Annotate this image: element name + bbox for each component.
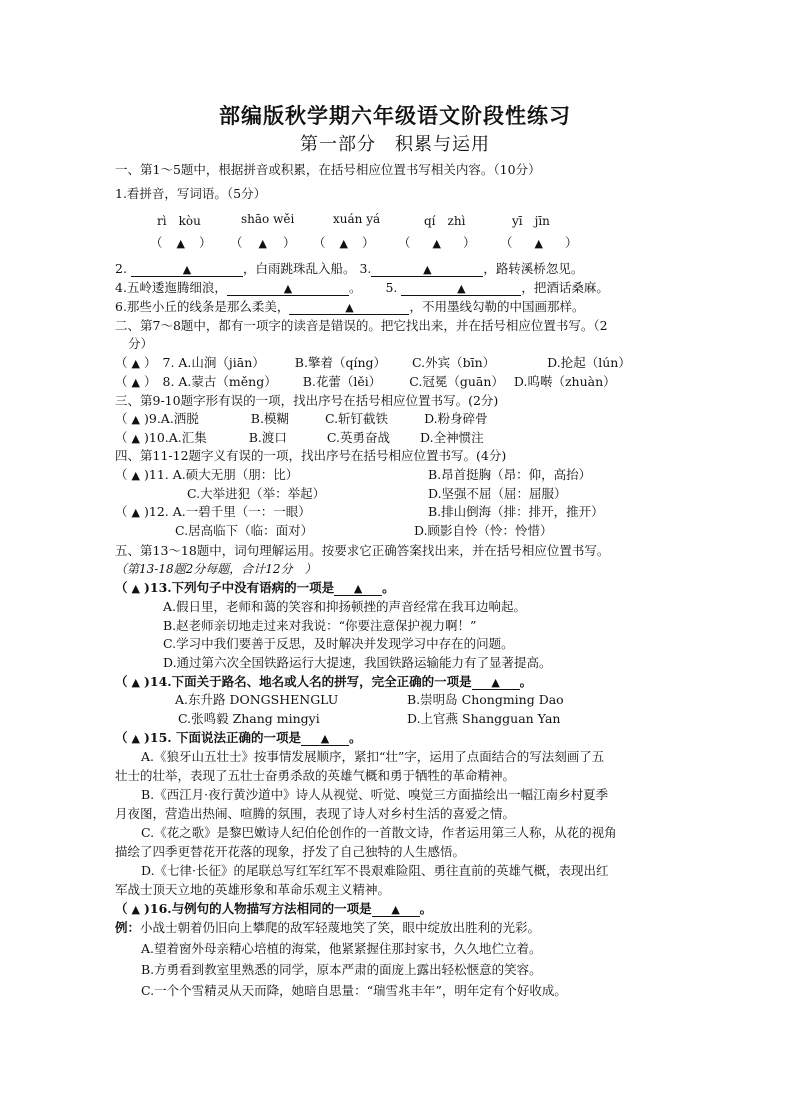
q6-blank[interactable]: ▲: [289, 301, 409, 315]
section5-note: （第13-18题2分每题，合计12分 ）: [115, 562, 317, 576]
q13-blank[interactable]: ▲: [334, 582, 382, 596]
q12-answer[interactable]: （ ▲: [115, 504, 140, 519]
q15-option-a-1: A.《狼牙山五壮士》按事情发展顺序，紧扣“壮”字，运用了点面结合的写法刻画了五: [141, 749, 605, 764]
page-subtitle: 第一部分 积累与运用: [300, 134, 490, 155]
q2-blank[interactable]: ▲: [131, 263, 243, 277]
q15-option-c-1: C.《花之歌》是黎巴嫩诗人纪伯伦创作的一首散文诗，作者运用第三人称，从花的视角: [141, 825, 617, 840]
q11-line-a: （ ▲ )11. A.硕大无朋（朋：比）: [115, 467, 299, 482]
q14-option-a: A.东升路 DONGSHENGLU: [175, 692, 339, 707]
q16-option-a: A.望着窗外母亲精心培植的海棠，他紧紧握住那封家书，久久地伫立着。: [141, 941, 542, 956]
q16-option-b: B.方勇看到教室里熟悉的同学，原本严肃的面庞上露出轻松惬意的笑容。: [141, 962, 542, 977]
q11-answer[interactable]: （ ▲: [115, 467, 140, 482]
pinyin-3: xuán yá: [333, 212, 381, 226]
q10-line: （ ▲ )10.A.汇集 B.渡口 C.英勇奋战 D.全神惯注: [115, 430, 484, 445]
q15-line: （ ▲ )15. 下面说法正确的一项是 ▲ 。: [115, 730, 362, 745]
section2-header: 二、第7～8题中，都有一项字的读音是错误的。把它找出来，并在括号相应位置书写。（2: [115, 318, 608, 333]
q16-answer[interactable]: （ ▲: [115, 901, 140, 916]
q14-option-d: D.上官燕 Shangguan Yan: [407, 711, 561, 726]
section3-header: 三、第9-10题字形有误的一项，找出序号在括号相应位置书写。(2分): [115, 393, 499, 408]
q7-line: （ ▲ ） 7. A.山涧（jiān） B.擎着（qíng） C.外宾（bīn） D.抡起（lún）: [115, 355, 631, 370]
q13-option-d: D.通过第六次全国铁路运行大提速，我国铁路运输能力有了显著提高。: [163, 655, 552, 670]
q15-blank[interactable]: ▲: [301, 732, 349, 746]
page-title: 部编版秋学期六年级语文阶段性练习: [219, 103, 571, 128]
section2-header-cont: 分）: [128, 336, 154, 351]
q13-line: （ ▲ )13.下列句子中没有语病的一项是 ▲ 。: [115, 580, 395, 595]
q2-q3-line: 2. ▲ ，白雨跳珠乱入船。 3. ▲ ，路转溪桥忽见。: [115, 261, 584, 276]
q14-option-b: B.崇明岛 Chongming Dao: [407, 692, 564, 707]
q15-option-c-2: 描绘了四季更替花开花落的现象，抒发了自己独特的人生感悟。: [115, 844, 466, 859]
section5-header: 五、第13～18题中，词句理解运用。按要求它正确答案找出来，并在括号相应位置书写。: [115, 543, 610, 558]
q12-line-a: （ ▲ )12. A.一碧千里（一：一眼）: [115, 504, 311, 519]
q12-option-b: B.排山倒海（排：排开，推开）: [428, 504, 604, 519]
q1-answer-4[interactable]: （ ▲ ）: [398, 235, 476, 250]
q3-blank[interactable]: ▲: [371, 263, 483, 277]
q1-prompt: 1.看拼音，写词语。（5分）: [115, 186, 267, 201]
pinyin-1: rì kòu: [157, 214, 201, 228]
q10-answer[interactable]: （ ▲: [115, 430, 140, 445]
section1-header: 一、第1～5题中，根据拼音或积累，在括号相应位置书写相关内容。（10分）: [115, 162, 541, 177]
q15-option-d-1: D.《七律·长征》的尾联总写红军红军不畏艰难险阻、勇往直前的英雄气概，表现出红: [141, 863, 609, 878]
example-label: 例：: [115, 920, 141, 935]
q6-line: 6.那些小丘的线条是那么柔美， ▲ ，不用墨线勾勒的中国画那样。: [115, 299, 585, 314]
q16-example: [115, 922, 540, 935]
q1-answer-2[interactable]: （ ▲ ）: [230, 235, 296, 250]
q15-option-b-2: 月夜图，营造出热闹、喧腾的氛围，表现了诗人对乡村生活的喜爱之情。: [115, 806, 516, 821]
q4-q5-line: 4.五岭逶迤腾细浪， ▲ 。 5. ▲ ，把酒话桑麻。: [115, 280, 609, 295]
q15-answer[interactable]: （ ▲: [115, 730, 140, 745]
q14-line: （ ▲ )14.下面关于路名、地名或人名的拼写，完全正确的一项是 ▲ 。: [115, 674, 533, 689]
example-text: 小战士朝着仍旧向上攀爬的敌军轻蔑地笑了笑，眼中绽放出胜利的光彩。: [140, 920, 541, 935]
pinyin-4: qí zhì: [424, 214, 466, 228]
q9-line: （ ▲ )9.A.洒脱 B.模糊 C.斩钉截铁 D.粉身碎骨: [115, 411, 488, 426]
q16-option-c: C.一个个雪精灵从天而降，她暗自思量：“瑞雪兆丰年”，明年定有个好收成。: [141, 983, 567, 998]
q13-option-b: B.赵老师亲切地走过来对我说：“你要注意保护视力啊！”: [163, 618, 477, 633]
q16-line: （ ▲ )16.与例句的人物描写方法相同的一项是 ▲ 。: [115, 901, 433, 916]
q16-blank[interactable]: ▲: [372, 903, 420, 917]
q1-answer-3[interactable]: （ ▲ ）: [313, 235, 375, 250]
q13-option-c: C.学习中我们要善于反思，及时解决并发现学习中存在的问题。: [163, 636, 514, 651]
q13-option-a: A.假日里，老师和蔼的笑容和抑扬顿挫的声音经常在我耳边响起。: [163, 599, 527, 614]
q7-answer[interactable]: （ ▲ ）: [115, 355, 157, 370]
q14-option-c: C.张鸣毅 Zhang mingyi: [178, 711, 320, 726]
q14-blank[interactable]: ▲: [472, 676, 520, 690]
q8-line: （ ▲ ） 8. A.蒙古（měng） B.花蕾（lěi） C.冠冕（guān） D.呜啭（zhuàn）: [115, 374, 616, 389]
q11-option-b: B.昂首挺胸（昂：仰，高抬）: [428, 467, 592, 482]
q5-blank[interactable]: ▲: [401, 282, 521, 296]
q8-answer[interactable]: （ ▲ ）: [115, 374, 157, 389]
q15-option-a-2: 壮士的壮举，表现了五壮士奋勇杀敌的英雄气概和勇于牺牲的革命精神。: [115, 768, 516, 783]
pinyin-2: shāo wěi: [241, 212, 295, 226]
q11-option-d: D.坚强不屈（屈：屈服）: [428, 486, 567, 501]
q1-answer-5[interactable]: （ ▲ ）: [500, 235, 578, 250]
q9-answer[interactable]: （ ▲: [115, 411, 140, 426]
q15-option-d-2: 军战士顶天立地的英雄形象和革命乐观主义精神。: [115, 882, 391, 897]
q12-option-c: C.居高临下（临：面对）: [175, 523, 314, 538]
q12-option-d: D.顾影自怜（怜：怜惜）: [414, 523, 553, 538]
q15-option-b-1: B.《西江月·夜行黄沙道中》诗人从视觉、听觉、嗅觉三方面描绘出一幅江南乡村夏季: [141, 787, 609, 802]
pinyin-5: yī jīn: [512, 214, 550, 228]
q4-blank[interactable]: ▲: [227, 282, 349, 296]
section4-header: 四、第11-12题字义有误的一项，找出序号在括号相应位置书写。(4分): [115, 448, 507, 463]
q1-answer-1[interactable]: （ ▲ ）: [150, 235, 212, 250]
q13-answer[interactable]: （ ▲: [115, 580, 140, 595]
q11-option-c: C.大举进犯（举：举起）: [187, 486, 326, 501]
q14-answer[interactable]: （ ▲: [115, 674, 140, 689]
